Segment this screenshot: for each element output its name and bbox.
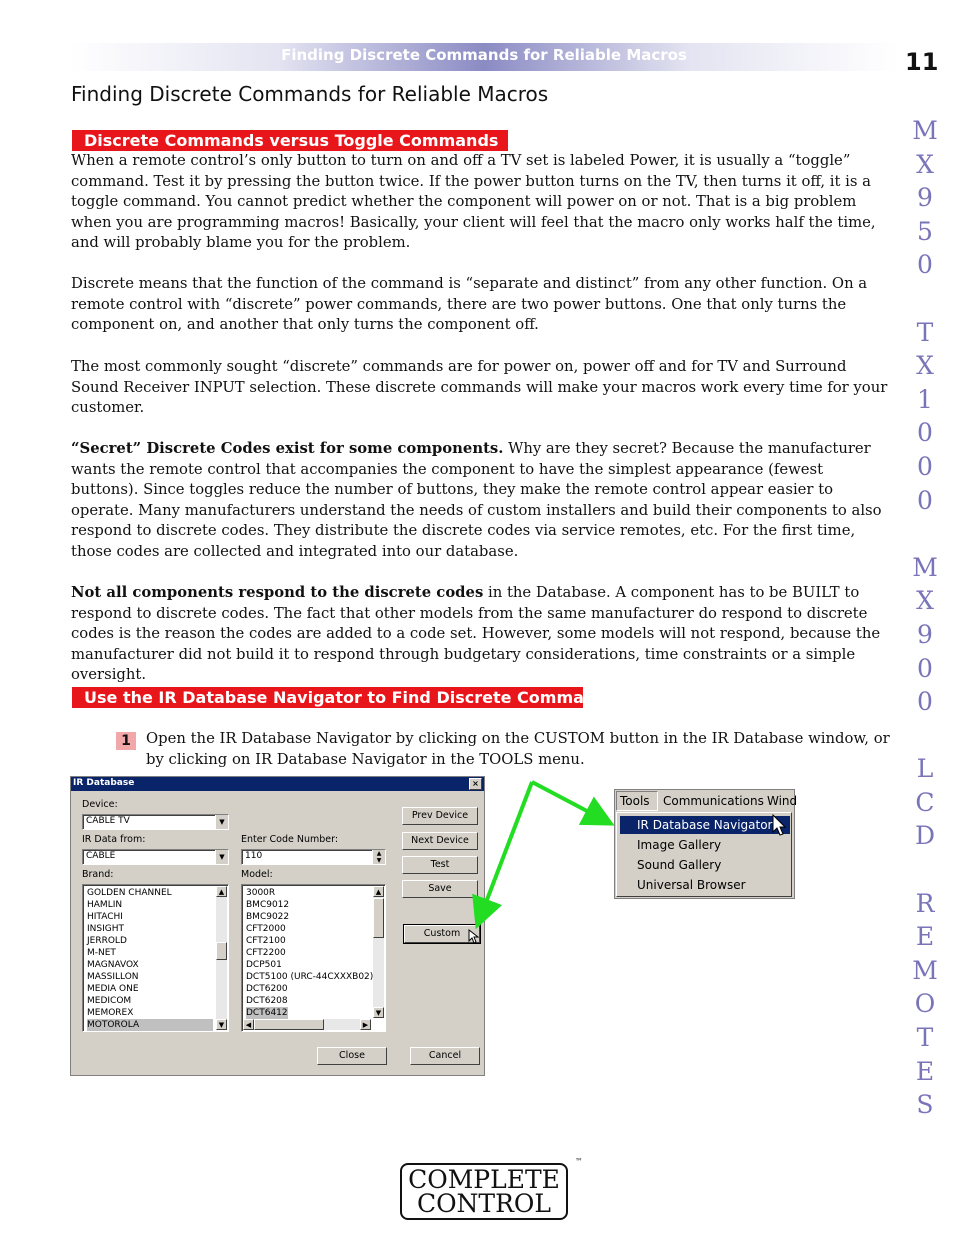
sidebar-letter: X: [916, 586, 934, 616]
sidebar-letter: M: [912, 116, 938, 145]
menu-communications[interactable]: Communications: [663, 794, 764, 808]
scroll-down-icon[interactable]: ▼: [373, 1007, 384, 1018]
dialog-title: IR Database: [73, 778, 135, 788]
paragraph-commonly-sought: The most commonly sought “discrete” commands are for power on, power off and for TV and Surround Sound Receiver INPUT selection. These discrete commands will make your macros work every time for your customer.: [71, 358, 888, 416]
dropdown-arrow-icon[interactable]: ▼: [215, 815, 228, 829]
sidebar-letter: 0: [917, 687, 933, 717]
sidebar-gap: [905, 282, 945, 316]
brand-list-item[interactable]: MAGNAVOX: [87, 960, 139, 970]
model-list-item[interactable]: BMC9022: [246, 912, 290, 922]
ir-data-label: IR Data from:: [82, 834, 146, 845]
code-number-label: Enter Code Number:: [241, 834, 339, 845]
secret-codes-body: Why are they secret? Because the manufacturer wants the remote control that accompanies the component to have the simplest appearance (fewest buttons). Since toggles reduce the number of buttons, they make the remote control appear easier to operate. Many manufacturers understand the needs of custom installers and build their components to also respond to discrete codes. They distribute the discrete codes via service remotes, etc. For the first time, those codes are collected and integrated into our database.: [71, 440, 882, 560]
sidebar-letter: R: [915, 888, 935, 918]
dialog-titlebar: [71, 777, 484, 791]
model-list-item[interactable]: DCT5100 (URC-44CXXXB02): [246, 972, 374, 982]
cancel-button[interactable]: Cancel: [410, 1047, 480, 1065]
scroll-right-icon[interactable]: ▶: [360, 1019, 371, 1030]
step-number-badge: 1: [116, 732, 136, 750]
section-heading-discrete-vs-toggle: Discrete Commands versus Toggle Commands: [72, 130, 508, 151]
brand-list-item[interactable]: MEMOREX: [87, 1008, 134, 1018]
paragraph-secret-codes: [71, 439, 889, 562]
close-button[interactable]: Close: [317, 1047, 387, 1065]
model-list-item[interactable]: DCT6200: [246, 984, 288, 994]
model-list-item[interactable]: CFT2000: [246, 924, 286, 934]
sidebar-letter: O: [914, 989, 936, 1019]
paragraph-toggle: When a remote control’s only button to turn on and off a TV set is labeled Power, it is usually a “toggle” command. Test it by pressing the button twice. If the power button turns on the TV, then turns it off, it is a toggle command. You cannot predict whether the component will power on or not. That is a big problem when you are programming macros! Basically, your client will feel that the macro only works half the time, and will probably blame you for the problem.: [71, 152, 876, 251]
sidebar-letter: 9: [917, 183, 933, 213]
brand-list-item[interactable]: MEDICOM: [87, 996, 132, 1006]
model-list-item[interactable]: DCT6412: [246, 1008, 288, 1018]
model-scrollbar[interactable]: [373, 886, 384, 1018]
code-number-value: 110: [245, 851, 263, 861]
sidebar-gap: [905, 853, 945, 887]
brand-list-item[interactable]: M-NET: [87, 948, 116, 958]
menubar: [615, 790, 798, 812]
scroll-down-icon[interactable]: ▼: [216, 1019, 227, 1030]
scroll-up-icon[interactable]: ▲: [216, 886, 227, 897]
model-hscrollbar[interactable]: [243, 1019, 371, 1030]
model-list-item[interactable]: DCP501: [246, 960, 282, 970]
brand-list-item[interactable]: JERROLD: [87, 936, 127, 946]
arrow-to-menu-item: [532, 782, 604, 820]
menu-window[interactable]: Wind: [767, 794, 798, 808]
dropdown-arrow-icon[interactable]: ▼: [215, 850, 228, 864]
sidebar-letter: E: [915, 922, 935, 952]
tools-dropdown: [616, 812, 792, 897]
hscroll-thumb[interactable]: [254, 1019, 324, 1030]
sidebar-letter: S: [916, 1090, 934, 1120]
brand-list-item[interactable]: MASSILLON: [87, 972, 139, 982]
sidebar-letter: X: [916, 149, 934, 179]
spinner-icon[interactable]: ▲ ▼: [372, 850, 385, 864]
sidebar-letter: M: [912, 955, 938, 985]
logo-line-complete: COMPLETE: [408, 1165, 560, 1194]
sidebar-letter: 0: [917, 485, 933, 515]
code-number-input[interactable]: [241, 849, 386, 865]
arrow-to-custom-button: [480, 782, 532, 918]
sidebar-letter: 0: [917, 418, 933, 448]
prev-device-button[interactable]: Prev Device: [402, 807, 478, 825]
menu-item-ir-database-navigator[interactable]: IR Database Navigator: [620, 816, 790, 834]
menu-tools[interactable]: Tools: [620, 794, 650, 808]
menu-item-image-gallery[interactable]: Image Gallery: [637, 838, 722, 852]
ir-database-dialog: [70, 776, 485, 1076]
green-pointer-arrows: [470, 770, 630, 930]
test-button[interactable]: Test: [402, 856, 478, 874]
sidebar-product-letters: [905, 114, 945, 1122]
model-list[interactable]: [241, 884, 386, 1032]
ir-data-value: CABLE: [86, 851, 116, 861]
brand-label: Brand:: [82, 869, 114, 880]
brand-list-item[interactable]: MEDIA ONE: [87, 984, 139, 994]
mouse-cursor-icon: [468, 929, 480, 945]
sidebar-letter: 0: [917, 451, 933, 481]
brand-list-item[interactable]: GOLDEN CHANNEL: [87, 888, 172, 898]
brand-list-item[interactable]: HAMLIN: [87, 900, 123, 910]
trademark-symbol: ™: [575, 1157, 583, 1166]
custom-button[interactable]: Custom: [404, 925, 480, 943]
next-device-button[interactable]: Next Device: [402, 832, 478, 850]
brand-list-item[interactable]: MOTOROLA: [87, 1019, 213, 1031]
sidebar-gap: [905, 719, 945, 753]
device-select[interactable]: [82, 814, 229, 830]
not-all-lead: Not all components respond to the discrete codes: [71, 584, 484, 601]
brand-list[interactable]: [82, 884, 229, 1032]
model-list-item[interactable]: CFT2200: [246, 948, 286, 958]
header-title: Finding Discrete Commands for Reliable Macros: [281, 46, 687, 64]
sidebar-letter: M: [912, 552, 938, 582]
paragraph-discrete-meaning: Discrete means that the function of the command is “separate and distinct” from any other function. On a remote control with “discrete” power commands, there are two power buttons. One that only turns the component on, and another that only turns the component off.: [71, 275, 868, 333]
sidebar-letter: 5: [917, 216, 933, 246]
brand-scrollbar[interactable]: [216, 886, 227, 1030]
not-all-body: in the Database. A component has to be BUILT to respond to discrete codes. The fact that other models from the same manufacturer do respond to discrete codes is the reason the codes are added to a code set. However, some models will not respond, because the manufacturer did not build it to respond through budgetary considerations, time constraints or a simple oversight.: [71, 584, 881, 683]
ir-data-select[interactable]: [82, 849, 229, 865]
sidebar-letter: 9: [917, 619, 933, 649]
page-title: Finding Discrete Commands for Reliable Macros: [71, 82, 549, 106]
secret-codes-lead: “Secret” Discrete Codes exist for some components.: [71, 440, 504, 457]
sidebar-letter: 0: [917, 653, 933, 683]
sidebar-letter: T: [916, 1023, 934, 1053]
scroll-thumb[interactable]: [216, 942, 227, 960]
brand-list-item[interactable]: INSIGHT: [87, 924, 124, 934]
scroll-up-icon[interactable]: ▲: [373, 886, 384, 897]
scroll-thumb[interactable]: [373, 898, 384, 938]
page-number: 11: [905, 48, 939, 76]
sidebar-gap: [905, 517, 945, 551]
section-heading-ir-navigator: Use the IR Database Navigator to Find Discrete Commands: [72, 687, 583, 708]
menu-item-universal-browser[interactable]: Universal Browser: [637, 878, 746, 892]
sidebar-letter: E: [915, 1056, 935, 1086]
mouse-cursor-icon: [771, 814, 787, 838]
paragraph-not-all-components: [71, 583, 889, 686]
sidebar-letter: 1: [917, 384, 933, 414]
close-icon[interactable]: ×: [469, 778, 482, 790]
device-label: Device:: [82, 799, 118, 810]
model-list-item[interactable]: CFT2100: [246, 936, 286, 946]
model-list-item[interactable]: DCT6208: [246, 996, 288, 1006]
logo-line-control: CONTROL: [416, 1189, 552, 1218]
sidebar-letter: D: [914, 821, 936, 851]
scroll-left-icon[interactable]: ◀: [243, 1019, 254, 1030]
sidebar-letter: C: [915, 787, 935, 817]
brand-list-item[interactable]: HITACHI: [87, 912, 123, 922]
device-value: CABLE TV: [86, 816, 130, 826]
model-label: Model:: [241, 869, 273, 880]
save-button[interactable]: Save: [402, 880, 478, 898]
model-list-item[interactable]: 3000R: [246, 888, 276, 898]
sidebar-letter: 0: [917, 250, 933, 280]
sidebar-letter: T: [916, 317, 934, 347]
menu-item-sound-gallery[interactable]: Sound Gallery: [637, 858, 722, 872]
tools-menu-screenshot: [614, 789, 798, 899]
model-list-item[interactable]: BMC9012: [246, 900, 290, 910]
step-1-text: Open the IR Database Navigator by clicking on the CUSTOM button in the IR Database window, or by clicking on IR Database Navigator in the TOOLS menu.: [146, 730, 890, 768]
sidebar-letter: L: [916, 754, 934, 784]
sidebar-letter: X: [916, 351, 934, 381]
